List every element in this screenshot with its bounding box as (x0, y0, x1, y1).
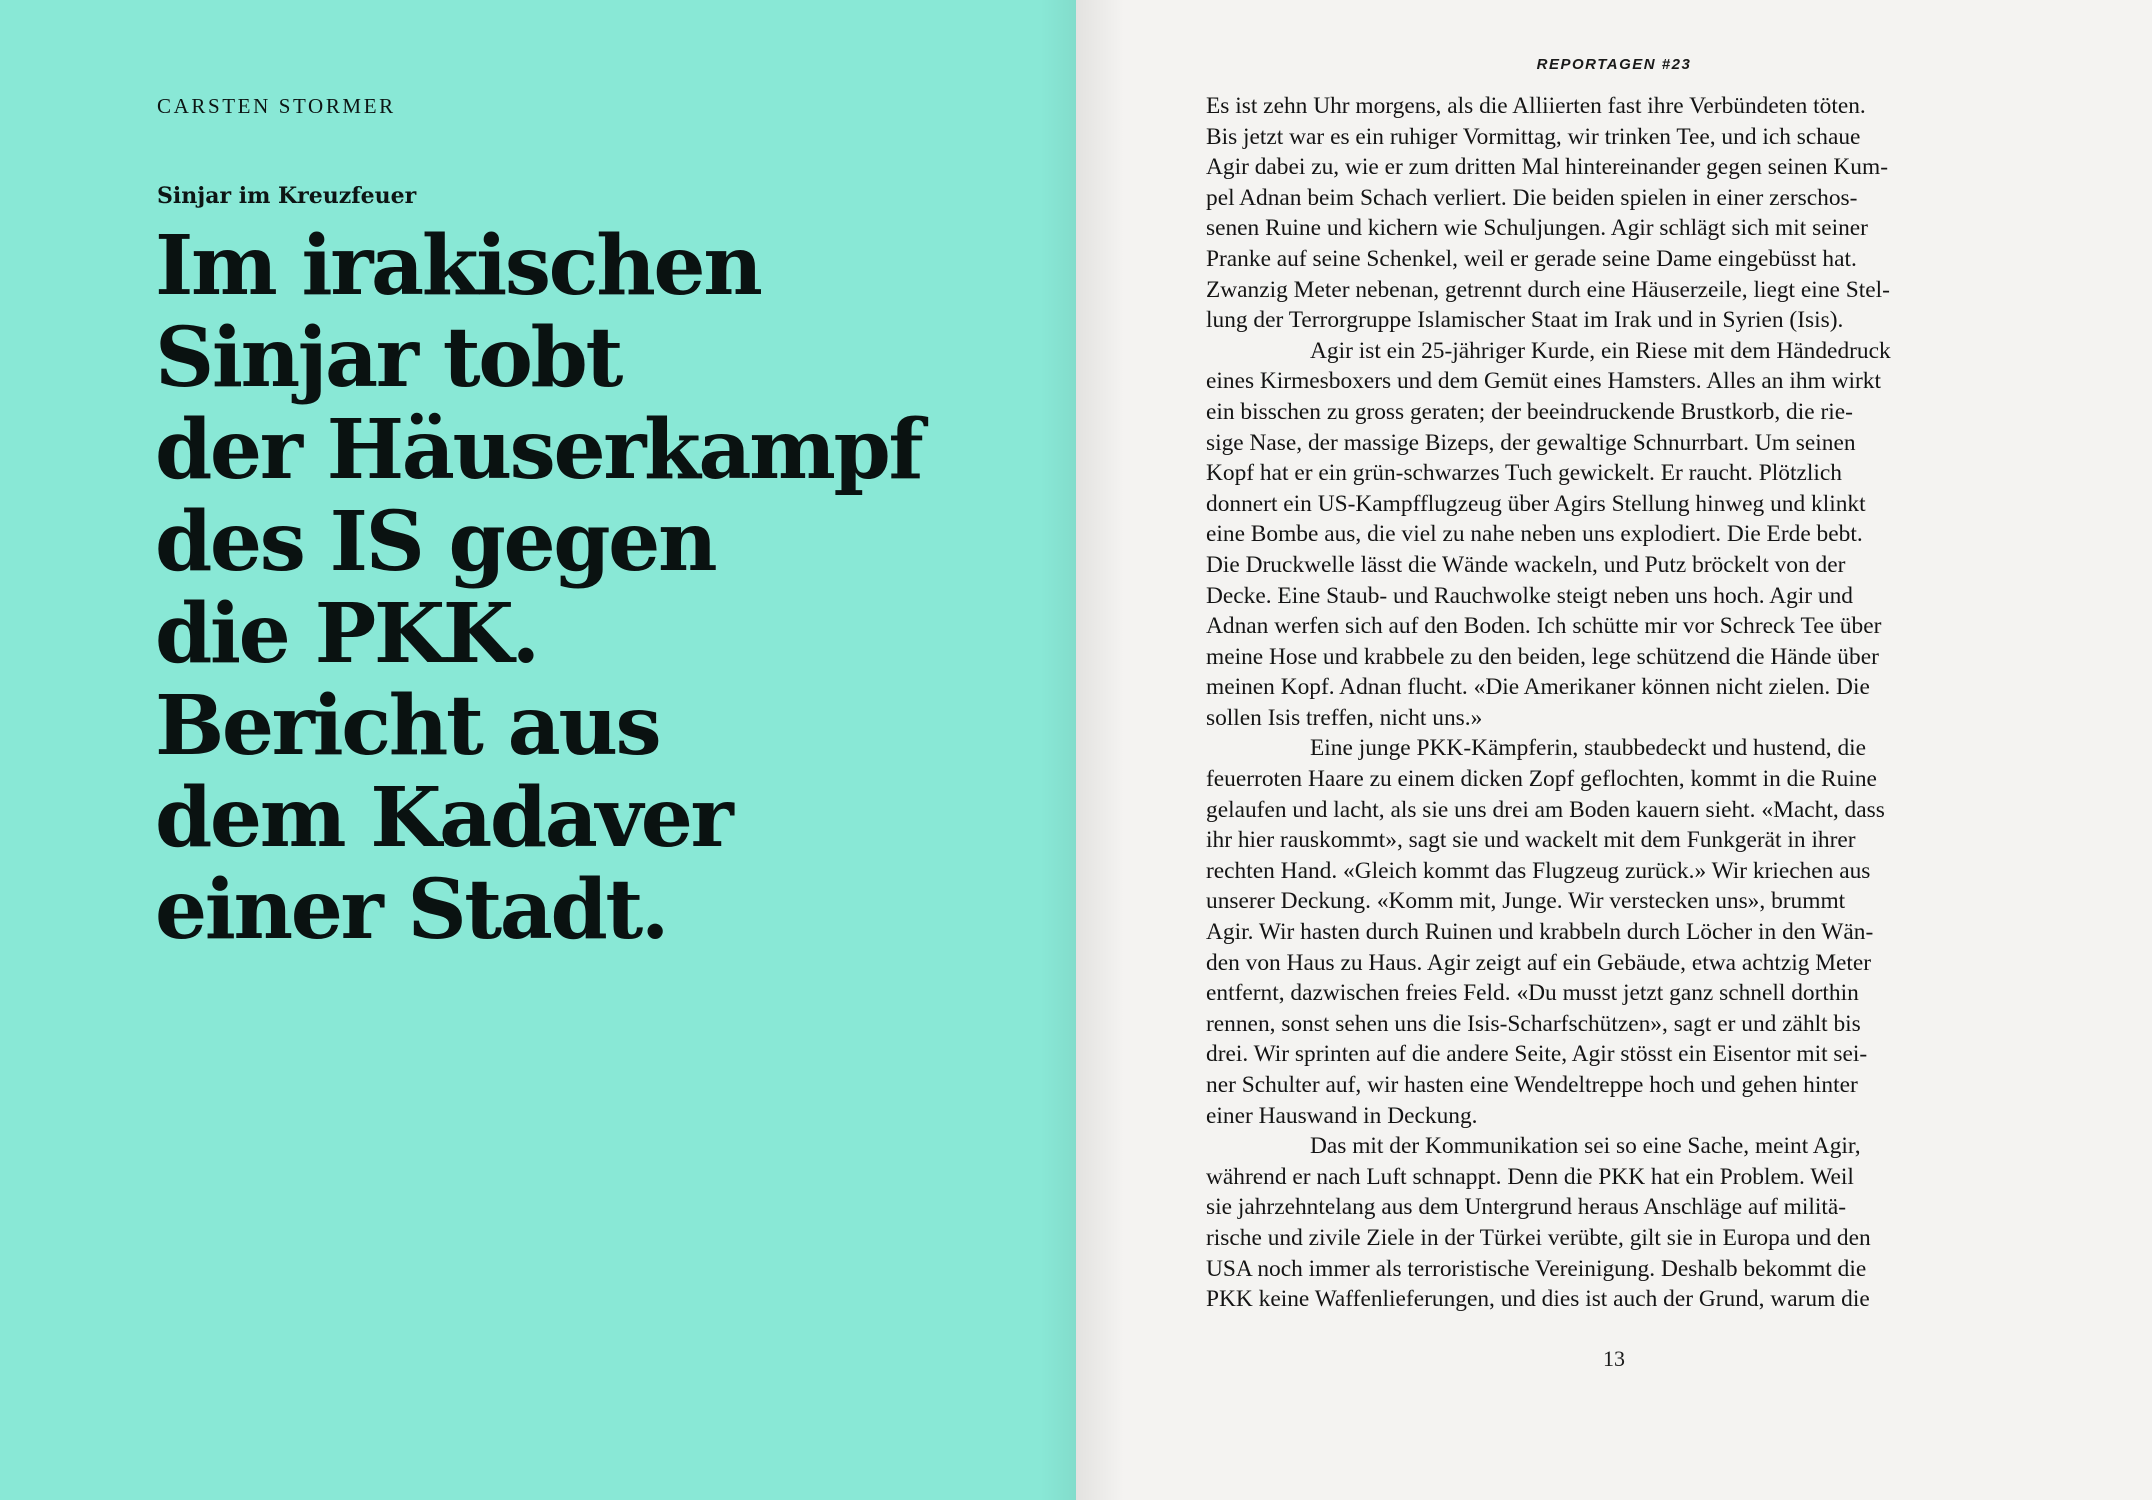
text-line: sige Nase, der massige Bizeps, der gewaltige Schnurrbart. Um seinen (1206, 429, 1856, 456)
running-head: REPORTAGEN #23 (1536, 56, 1692, 73)
headline-line: Im irakischen (155, 218, 761, 314)
headline-line: dem Kadaver (155, 770, 732, 866)
text-line: lung der Terrorgruppe Islamischer Staat im Irak und in Syrien (Isis). (1206, 307, 1844, 334)
text-line: Decke. Eine Staub- und Rauchwolke steigt neben uns hoch. Agir und (1206, 582, 1853, 609)
text-line: Es ist zehn Uhr morgens, als die Alliierten fast ihre Verbündeten töten. (1206, 93, 1866, 119)
text-line: den von Haus zu Haus. Agir zeigt auf ein Gebäude, etwa achtzig Meter (1206, 949, 1872, 976)
text-line: Kopf hat er ein grün-schwarzes Tuch gewickelt. Er raucht. Plötzlich (1206, 460, 1842, 487)
text-line: pel Adnan beim Schach verliert. Die beiden spielen in einer zerschos- (1206, 184, 1858, 211)
headline-line: einer Stadt. (155, 862, 668, 958)
text-line: feuerroten Haare zu einem dicken Zopf geflochten, kommt in die Ruine (1206, 766, 1877, 793)
headline-line: der Häuserkampf (155, 402, 922, 498)
text-line: Bis jetzt war es ein ruhiger Vormittag, wir trinken Tee, und ich schaue (1206, 123, 1861, 150)
text-line: während er nach Luft schnappt. Denn die PKK hat ein Problem. Weil (1206, 1163, 1854, 1190)
article-body (1206, 91, 1891, 1315)
paragraph (1206, 336, 1891, 734)
text-line: einer Hauswand in Deckung. (1206, 1102, 1478, 1129)
text-line: USA noch immer als terroristische Vereinigung. Deshalb bekommt die (1206, 1255, 1867, 1282)
paragraph (1206, 91, 1890, 336)
text-line: Pranke auf seine Schenkel, weil er gerade seine Dame eingebüsst hat. (1206, 245, 1857, 272)
text-line: rennen, sonst sehen uns die Isis-Scharfschützen», sagt er und zählt bis (1206, 1010, 1861, 1037)
headline-line: Sinjar tobt (155, 310, 621, 406)
headline-line: Bericht aus (155, 678, 660, 774)
text-line: donnert ein US-Kampfflugzeug über Agirs Stellung hinweg und klinkt (1206, 490, 1866, 517)
gutter-shadow (1076, 0, 1124, 1500)
text-line: rische und zivile Ziele in der Türkei verübte, gilt sie in Europa und den (1206, 1224, 1871, 1251)
text-line: Agir ist ein 25-jähriger Kurde, ein Riese mit dem Händedruck (1310, 337, 1891, 364)
text-line: Zwanzig Meter nebenan, getrennt durch eine Häuserzeile, liegt eine Stel- (1206, 276, 1890, 303)
text-line: ner Schulter auf, wir hasten eine Wendeltreppe hoch und gehen hinter (1206, 1072, 1858, 1098)
author-name: CARSTEN STORMER (157, 94, 396, 118)
text-line: ein bisschen zu gross geraten; der beeindruckende Brustkorb, die rie- (1206, 398, 1853, 425)
text-line: PKK keine Waffenlieferungen, und dies ist auch der Grund, warum die (1206, 1286, 1870, 1313)
text-line: drei. Wir sprinten auf die andere Seite, Agir stösst ein Eisentor mit sei- (1206, 1041, 1868, 1068)
text-line: Agir. Wir hasten durch Ruinen und krabbeln durch Löcher in den Wän- (1206, 919, 1874, 946)
right-page (1076, 0, 2152, 1500)
article-headline (155, 220, 1055, 956)
text-line: sollen Isis treffen, nicht uns.» (1206, 704, 1483, 731)
text-line: gelaufen und lacht, als sie uns drei am Boden kauern sieht. «Macht, dass (1206, 796, 1885, 823)
text-line: eines Kirmesboxers und dem Gemüt eines Hamsters. Alles an ihm wirkt (1206, 368, 1881, 395)
text-line: Agir dabei zu, wie er zum dritten Mal hintereinander gegen seinen Kum- (1206, 154, 1888, 181)
text-line: ihr hier rauskommt», sagt sie und wackelt mit dem Funkgerät in ihrer (1206, 827, 1856, 854)
headline-line: die PKK. (155, 586, 538, 682)
headline-line: des IS gegen (155, 494, 716, 590)
text-line: Das mit der Kommunikation sei so eine Sache, meint Agir, (1310, 1133, 1861, 1160)
text-line: senen Ruine und kichern wie Schuljungen. Agir schlägt sich mit seiner (1206, 215, 1868, 242)
text-line: unserer Deckung. «Komm mit, Junge. Wir verstecken uns», brummt (1206, 888, 1846, 915)
paragraph (1206, 733, 1885, 1131)
text-line: meine Hose und krabbele zu den beiden, lege schützend die Hände über (1206, 643, 1879, 670)
text-line: rechten Hand. «Gleich kommt das Flugzeug zurück.» Wir kriechen aus (1206, 857, 1871, 884)
text-line: Adnan werfen sich auf den Boden. Ich schütte mir vor Schreck Tee über (1206, 613, 1882, 640)
text-line: Eine junge PKK-Kämpferin, staubbedeckt und hustend, die (1310, 735, 1867, 762)
text-line: entfernt, dazwischen freies Feld. «Du musst jetzt ganz schnell dorthin (1206, 980, 1859, 1007)
text-line: eine Bombe aus, die viel zu nahe neben uns explodiert. Die Erde bebt. (1206, 521, 1863, 548)
gutter-shadow (1040, 0, 1076, 1500)
text-line: sie jahrzehntelang aus dem Untergrund heraus Anschläge auf militä- (1206, 1194, 1846, 1221)
text-line: meinen Kopf. Adnan flucht. «Die Amerikaner können nicht zielen. Die (1206, 674, 1870, 701)
text-line: Die Druckwelle lässt die Wände wackeln, und Putz bröckelt von der (1206, 551, 1846, 578)
paragraph (1206, 1131, 1871, 1315)
page-number: 13 (1603, 1346, 1625, 1371)
article-kicker: Sinjar im Kreuzfeuer (157, 183, 417, 209)
